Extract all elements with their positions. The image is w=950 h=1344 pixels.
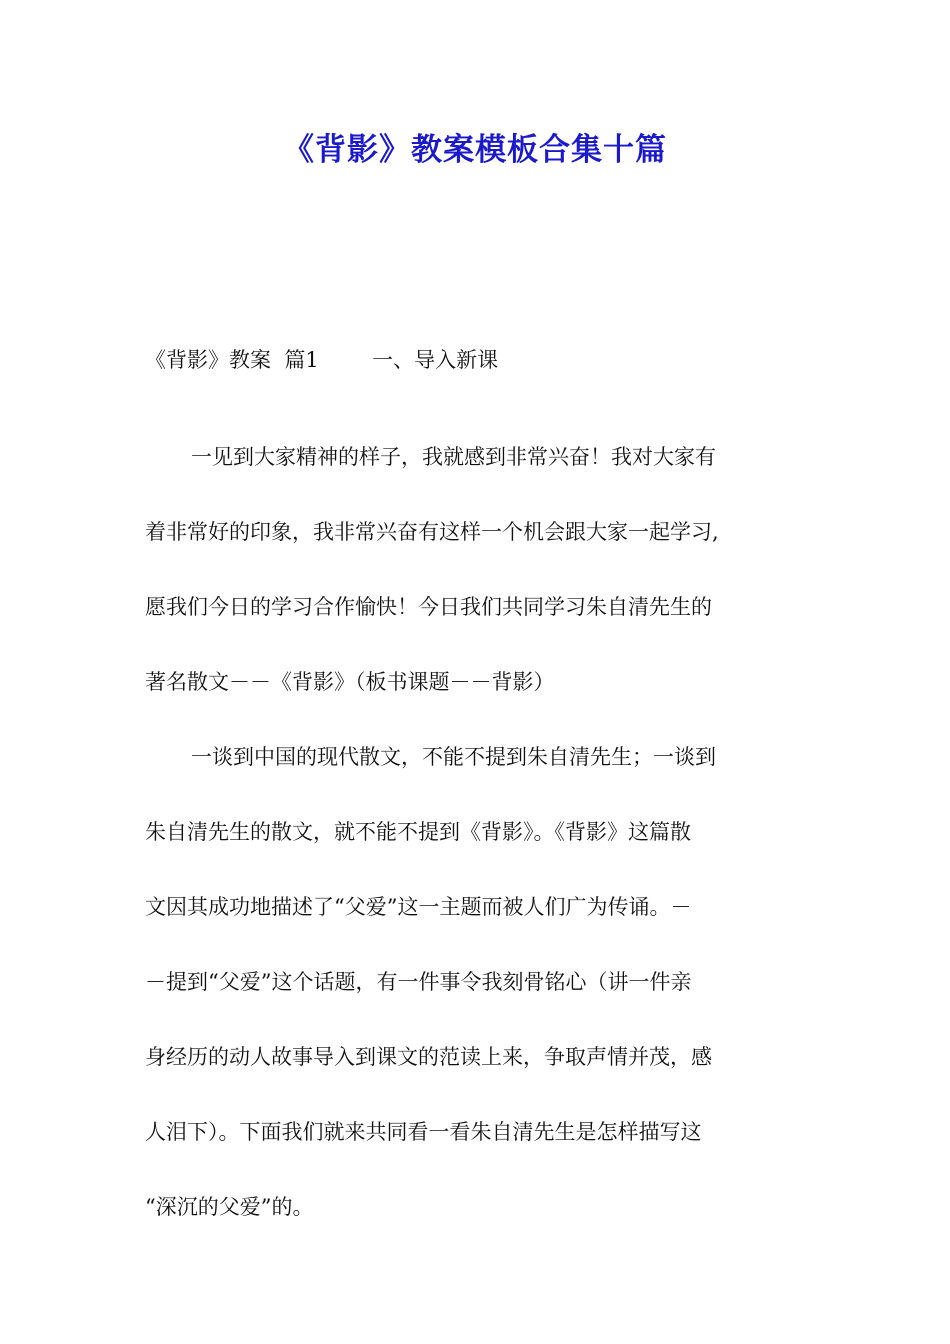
paragraph-line: 着非常好的印象，我非常兴奋有这样一个机会跟大家一起学习, (145, 520, 719, 544)
paragraph-line: 文因其成功地描述了“父爱”这一主题而被人们广为传诵。－ (145, 895, 692, 919)
paragraph-line: 一谈到中国的现代散文，不能不提到朱自清先生；一谈到 (191, 745, 716, 769)
document-body (145, 420, 805, 1245)
paragraph-line: 著名散文－－《背影》（板书课题－－背影） (145, 670, 555, 694)
paragraph-line: 人泪下）。下面我们就来共同看一看朱自清先生是怎样描写这 (145, 1120, 702, 1144)
paragraph-line: 一见到大家精神的样子，我就感到非常兴奋！我对大家有 (191, 445, 716, 469)
section-heading: 《背影》教案 篇1 一、导入新课 (145, 348, 499, 372)
paragraph-line: 朱自清先生的散文，就不能不提到《背影》。《背影》这篇散 (145, 820, 691, 844)
paragraph-line: “深沉的父爱”的。 (145, 1195, 314, 1219)
document-title: 《背影》教案模板合集十篇 (283, 132, 667, 168)
paragraph-line: 愿我们今日的学习合作愉快！今日我们共同学习朱自清先生的 (145, 595, 712, 619)
paragraph-line: 身经历的动人故事导入到课文的范读上来，争取声情并茂，感 (145, 1045, 712, 1069)
paragraph-line: －提到“父爱”这个话题，有一件事令我刻骨铭心（讲一件亲 (145, 970, 692, 994)
